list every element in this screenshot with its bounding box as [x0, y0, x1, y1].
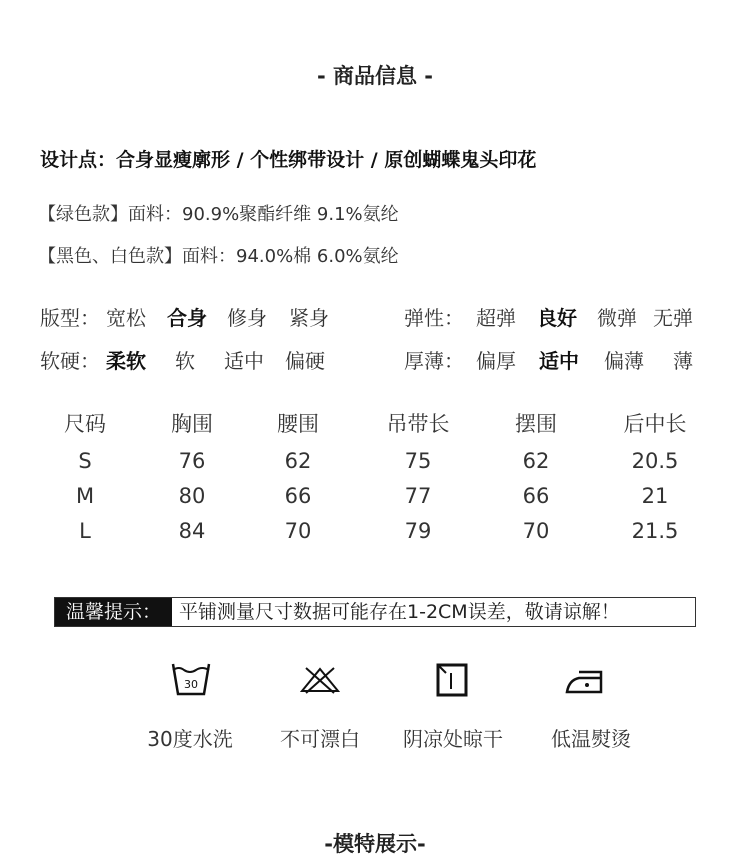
table-cell: 20.5: [631, 449, 679, 473]
design-points: 设计点：合身显瘦廓形 / 个性绑带设计 / 原创蝴蝶鬼头印花: [40, 149, 537, 171]
fit-option: 紧身: [289, 306, 329, 330]
hardness-option: 柔软: [106, 349, 146, 373]
tip-text: 平铺测量尺寸数据可能存在1-2CM误差，敬请谅解！: [179, 601, 620, 623]
table-cell: 77: [404, 484, 432, 508]
shade-dry-icon: [436, 663, 468, 697]
table-header: 尺码: [64, 412, 106, 436]
table-cell: 66: [522, 484, 550, 508]
table-cell: 66: [284, 484, 312, 508]
table-header: 摆围: [515, 412, 557, 436]
thickness-option: 适中: [539, 349, 579, 373]
table-cell: 70: [522, 519, 550, 543]
table-cell: 70: [284, 519, 312, 543]
table-cell: 76: [178, 449, 206, 473]
table-cell: 21: [641, 484, 669, 508]
hardness-option: 偏硬: [285, 349, 325, 373]
table-cell: 79: [404, 519, 432, 543]
thickness-label: 厚薄：: [404, 349, 464, 373]
table-cell: 62: [284, 449, 312, 473]
care-label-wash: 30度水洗: [147, 727, 233, 751]
table-cell: 80: [178, 484, 206, 508]
table-cell: L: [79, 519, 91, 543]
stretch-option: 良好: [537, 306, 577, 330]
table-cell: 21.5: [631, 519, 679, 543]
wash-30-icon: [170, 660, 212, 698]
stretch-label: 弹性：: [404, 306, 464, 330]
fabric-black-white: 【黑色、白色款】面料：94.0%棉 6.0%氨纶: [38, 246, 399, 267]
fit-option: 宽松: [106, 306, 146, 330]
hardness-option: 适中: [224, 349, 264, 373]
fit-option: 修身: [227, 306, 267, 330]
table-cell: 84: [178, 519, 206, 543]
stretch-option: 微弹: [597, 306, 637, 330]
care-label-no-bleach: 不可漂白: [280, 727, 360, 751]
fabric-green: 【绿色款】面料：90.9%聚酯纤维 9.1%氨纶: [38, 204, 399, 225]
care-label-low-iron: 低温熨烫: [551, 727, 631, 751]
table-header: 胸围: [171, 412, 213, 436]
no-bleach-icon: [298, 665, 342, 695]
wash-temperature-text: 30: [184, 678, 198, 691]
section-title-model-show: -模特展示-: [324, 832, 426, 856]
section-title-product-info: - 商品信息 -: [316, 64, 434, 88]
fit-label: 版型：: [40, 306, 100, 330]
low-iron-icon: [565, 668, 607, 696]
thickness-option: 偏厚: [476, 349, 516, 373]
table-cell: 75: [404, 449, 432, 473]
table-header: 吊带长: [386, 412, 450, 436]
thickness-option: 薄: [673, 349, 693, 373]
hardness-option: 软: [175, 349, 195, 373]
stretch-option: 无弹: [653, 306, 693, 330]
fit-option: 合身: [167, 306, 207, 330]
table-header: 后中长: [623, 412, 687, 436]
table-cell: M: [75, 484, 95, 508]
thickness-option: 偏薄: [604, 349, 644, 373]
table-cell: S: [78, 449, 92, 473]
table-cell: 62: [522, 449, 550, 473]
measurement-tip: [54, 597, 696, 627]
tip-label: 温馨提示：: [55, 598, 172, 626]
table-header: 腰围: [277, 412, 319, 436]
stretch-option: 超弹: [476, 306, 516, 330]
hardness-label: 软硬：: [40, 349, 100, 373]
care-label-shade-dry: 阴凉处晾干: [403, 727, 503, 751]
